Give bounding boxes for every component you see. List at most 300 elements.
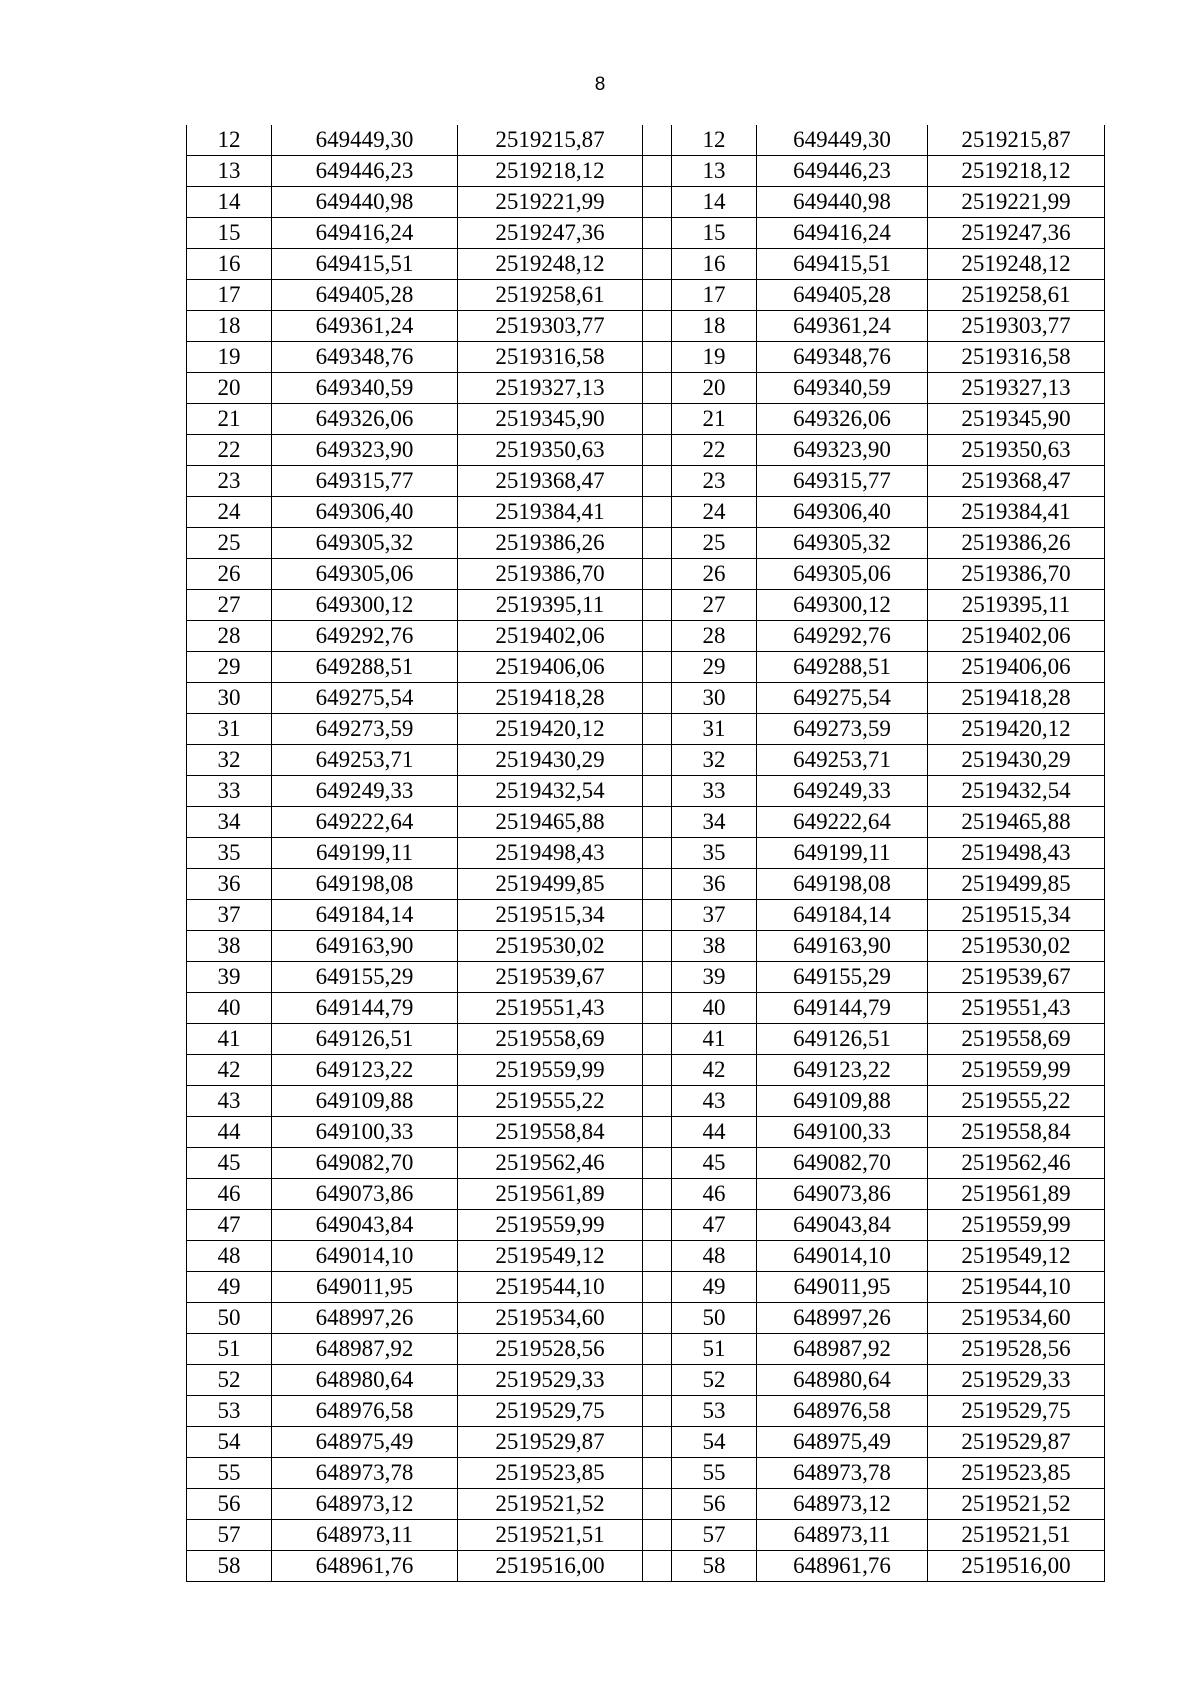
- spacer-cell: [643, 1210, 672, 1241]
- point-number-left: 45: [187, 1148, 272, 1179]
- point-number-right: 40: [672, 993, 757, 1024]
- point-number-right: 20: [672, 373, 757, 404]
- x-coordinate-right: 649315,77: [757, 466, 928, 497]
- spacer-cell: [643, 125, 672, 156]
- x-coordinate-right: 649249,33: [757, 776, 928, 807]
- spacer-cell: [643, 1086, 672, 1117]
- point-number-right: 44: [672, 1117, 757, 1148]
- point-number-left: 26: [187, 559, 272, 590]
- y-coordinate-left: 2519551,43: [458, 993, 643, 1024]
- table-row: [187, 993, 1105, 1024]
- x-coordinate-left: 649449,30: [272, 125, 458, 156]
- x-coordinate-left: 649100,33: [272, 1117, 458, 1148]
- y-coordinate-right: 2519551,43: [928, 993, 1105, 1024]
- point-number-left: 24: [187, 497, 272, 528]
- spacer-cell: [643, 1148, 672, 1179]
- y-coordinate-right: 2519516,00: [928, 1551, 1105, 1582]
- y-coordinate-right: 2519215,87: [928, 125, 1105, 156]
- y-coordinate-right: 2519465,88: [928, 807, 1105, 838]
- y-coordinate-left: 2519499,85: [458, 869, 643, 900]
- x-coordinate-right: 649253,71: [757, 745, 928, 776]
- x-coordinate-right: 649449,30: [757, 125, 928, 156]
- point-number-right: 48: [672, 1241, 757, 1272]
- point-number-right: 30: [672, 683, 757, 714]
- y-coordinate-right: 2519350,63: [928, 435, 1105, 466]
- y-coordinate-left: 2519523,85: [458, 1458, 643, 1489]
- point-number-right: 22: [672, 435, 757, 466]
- x-coordinate-left: 649446,23: [272, 156, 458, 187]
- x-coordinate-left: 649155,29: [272, 962, 458, 993]
- y-coordinate-left: 2519534,60: [458, 1303, 643, 1334]
- point-number-right: 46: [672, 1179, 757, 1210]
- x-coordinate-left: 648973,12: [272, 1489, 458, 1520]
- y-coordinate-right: 2519418,28: [928, 683, 1105, 714]
- x-coordinate-right: 649199,11: [757, 838, 928, 869]
- x-coordinate-right: 649288,51: [757, 652, 928, 683]
- spacer-cell: [643, 745, 672, 776]
- y-coordinate-right: 2519221,99: [928, 187, 1105, 218]
- y-coordinate-left: 2519406,06: [458, 652, 643, 683]
- y-coordinate-right: 2519544,10: [928, 1272, 1105, 1303]
- x-coordinate-left: 649123,22: [272, 1055, 458, 1086]
- y-coordinate-right: 2519248,12: [928, 249, 1105, 280]
- y-coordinate-left: 2519327,13: [458, 373, 643, 404]
- spacer-cell: [643, 1365, 672, 1396]
- spacer-cell: [643, 900, 672, 931]
- table-row: [187, 590, 1105, 621]
- x-coordinate-left: 649326,06: [272, 404, 458, 435]
- table-row: [187, 1334, 1105, 1365]
- spacer-cell: [643, 528, 672, 559]
- point-number-left: 51: [187, 1334, 272, 1365]
- x-coordinate-left: 649361,24: [272, 311, 458, 342]
- y-coordinate-left: 2519221,99: [458, 187, 643, 218]
- point-number-right: 36: [672, 869, 757, 900]
- y-coordinate-right: 2519559,99: [928, 1055, 1105, 1086]
- point-number-right: 57: [672, 1520, 757, 1551]
- x-coordinate-right: 649144,79: [757, 993, 928, 1024]
- point-number-left: 37: [187, 900, 272, 931]
- x-coordinate-left: 649440,98: [272, 187, 458, 218]
- point-number-left: 30: [187, 683, 272, 714]
- y-coordinate-right: 2519559,99: [928, 1210, 1105, 1241]
- coordinates-table-body: [187, 125, 1105, 1582]
- y-coordinate-right: 2519430,29: [928, 745, 1105, 776]
- point-number-left: 56: [187, 1489, 272, 1520]
- x-coordinate-left: 648980,64: [272, 1365, 458, 1396]
- table-row: [187, 1272, 1105, 1303]
- y-coordinate-left: 2519498,43: [458, 838, 643, 869]
- y-coordinate-left: 2519559,99: [458, 1055, 643, 1086]
- y-coordinate-left: 2519558,69: [458, 1024, 643, 1055]
- y-coordinate-left: 2519258,61: [458, 280, 643, 311]
- y-coordinate-right: 2519523,85: [928, 1458, 1105, 1489]
- point-number-right: 18: [672, 311, 757, 342]
- y-coordinate-left: 2519218,12: [458, 156, 643, 187]
- x-coordinate-left: 649315,77: [272, 466, 458, 497]
- y-coordinate-left: 2519529,87: [458, 1427, 643, 1458]
- point-number-right: 38: [672, 931, 757, 962]
- y-coordinate-left: 2519248,12: [458, 249, 643, 280]
- point-number-right: 35: [672, 838, 757, 869]
- y-coordinate-right: 2519303,77: [928, 311, 1105, 342]
- spacer-cell: [643, 683, 672, 714]
- x-coordinate-right: 649273,59: [757, 714, 928, 745]
- point-number-left: 15: [187, 218, 272, 249]
- x-coordinate-right: 649014,10: [757, 1241, 928, 1272]
- x-coordinate-left: 648973,11: [272, 1520, 458, 1551]
- point-number-left: 20: [187, 373, 272, 404]
- y-coordinate-right: 2519555,22: [928, 1086, 1105, 1117]
- table-row: [187, 745, 1105, 776]
- table-row: [187, 1427, 1105, 1458]
- y-coordinate-right: 2519561,89: [928, 1179, 1105, 1210]
- point-number-right: 58: [672, 1551, 757, 1582]
- x-coordinate-left: 649415,51: [272, 249, 458, 280]
- x-coordinate-right: 649300,12: [757, 590, 928, 621]
- y-coordinate-right: 2519258,61: [928, 280, 1105, 311]
- y-coordinate-left: 2519418,28: [458, 683, 643, 714]
- point-number-left: 28: [187, 621, 272, 652]
- point-number-left: 18: [187, 311, 272, 342]
- spacer-cell: [643, 869, 672, 900]
- x-coordinate-left: 649292,76: [272, 621, 458, 652]
- x-coordinate-left: 649253,71: [272, 745, 458, 776]
- spacer-cell: [643, 962, 672, 993]
- point-number-left: 39: [187, 962, 272, 993]
- x-coordinate-right: 649361,24: [757, 311, 928, 342]
- point-number-left: 42: [187, 1055, 272, 1086]
- spacer-cell: [643, 838, 672, 869]
- table-row: [187, 1024, 1105, 1055]
- y-coordinate-left: 2519303,77: [458, 311, 643, 342]
- point-number-left: 50: [187, 1303, 272, 1334]
- point-number-right: 23: [672, 466, 757, 497]
- table-row: [187, 373, 1105, 404]
- x-coordinate-right: 649405,28: [757, 280, 928, 311]
- y-coordinate-left: 2519521,51: [458, 1520, 643, 1551]
- y-coordinate-right: 2519406,06: [928, 652, 1105, 683]
- y-coordinate-right: 2519529,87: [928, 1427, 1105, 1458]
- spacer-cell: [643, 931, 672, 962]
- table-row: [187, 156, 1105, 187]
- spacer-cell: [643, 1396, 672, 1427]
- x-coordinate-left: 649249,33: [272, 776, 458, 807]
- y-coordinate-right: 2519539,67: [928, 962, 1105, 993]
- y-coordinate-left: 2519420,12: [458, 714, 643, 745]
- table-row: [187, 218, 1105, 249]
- point-number-right: 13: [672, 156, 757, 187]
- y-coordinate-right: 2519558,69: [928, 1024, 1105, 1055]
- x-coordinate-right: 648973,11: [757, 1520, 928, 1551]
- point-number-left: 54: [187, 1427, 272, 1458]
- x-coordinate-left: 649323,90: [272, 435, 458, 466]
- y-coordinate-right: 2519386,70: [928, 559, 1105, 590]
- point-number-right: 28: [672, 621, 757, 652]
- table-row: [187, 869, 1105, 900]
- x-coordinate-left: 649126,51: [272, 1024, 458, 1055]
- y-coordinate-right: 2519528,56: [928, 1334, 1105, 1365]
- y-coordinate-right: 2519562,46: [928, 1148, 1105, 1179]
- y-coordinate-left: 2519395,11: [458, 590, 643, 621]
- y-coordinate-right: 2519534,60: [928, 1303, 1105, 1334]
- y-coordinate-right: 2519499,85: [928, 869, 1105, 900]
- y-coordinate-left: 2519539,67: [458, 962, 643, 993]
- y-coordinate-right: 2519402,06: [928, 621, 1105, 652]
- spacer-cell: [643, 1303, 672, 1334]
- y-coordinate-left: 2519529,75: [458, 1396, 643, 1427]
- point-number-left: 43: [187, 1086, 272, 1117]
- table-row: [187, 652, 1105, 683]
- table-row: [187, 1210, 1105, 1241]
- y-coordinate-right: 2519529,75: [928, 1396, 1105, 1427]
- y-coordinate-left: 2519561,89: [458, 1179, 643, 1210]
- point-number-right: 37: [672, 900, 757, 931]
- x-coordinate-left: 649305,32: [272, 528, 458, 559]
- y-coordinate-left: 2519562,46: [458, 1148, 643, 1179]
- x-coordinate-right: 649305,32: [757, 528, 928, 559]
- point-number-right: 47: [672, 1210, 757, 1241]
- table-row: [187, 1086, 1105, 1117]
- point-number-right: 51: [672, 1334, 757, 1365]
- x-coordinate-left: 649340,59: [272, 373, 458, 404]
- x-coordinate-left: 648961,76: [272, 1551, 458, 1582]
- point-number-left: 58: [187, 1551, 272, 1582]
- x-coordinate-left: 649073,86: [272, 1179, 458, 1210]
- x-coordinate-right: 649340,59: [757, 373, 928, 404]
- spacer-cell: [643, 807, 672, 838]
- x-coordinate-right: 648976,58: [757, 1396, 928, 1427]
- table-row: [187, 404, 1105, 435]
- point-number-right: 33: [672, 776, 757, 807]
- x-coordinate-right: 649011,95: [757, 1272, 928, 1303]
- table-row: [187, 559, 1105, 590]
- point-number-left: 12: [187, 125, 272, 156]
- point-number-right: 16: [672, 249, 757, 280]
- table-row: [187, 280, 1105, 311]
- point-number-right: 52: [672, 1365, 757, 1396]
- point-number-right: 42: [672, 1055, 757, 1086]
- x-coordinate-right: 649440,98: [757, 187, 928, 218]
- point-number-left: 33: [187, 776, 272, 807]
- table-row: [187, 466, 1105, 497]
- point-number-right: 34: [672, 807, 757, 838]
- y-coordinate-left: 2519386,70: [458, 559, 643, 590]
- table-row: [187, 125, 1105, 156]
- spacer-cell: [643, 373, 672, 404]
- x-coordinate-right: 648973,78: [757, 1458, 928, 1489]
- coordinates-table: [186, 125, 1105, 1582]
- point-number-right: 55: [672, 1458, 757, 1489]
- table-row: [187, 776, 1105, 807]
- y-coordinate-right: 2519530,02: [928, 931, 1105, 962]
- spacer-cell: [643, 1272, 672, 1303]
- spacer-cell: [643, 342, 672, 373]
- spacer-cell: [643, 435, 672, 466]
- x-coordinate-left: 649405,28: [272, 280, 458, 311]
- x-coordinate-right: 649323,90: [757, 435, 928, 466]
- point-number-right: 24: [672, 497, 757, 528]
- point-number-left: 16: [187, 249, 272, 280]
- table-row: [187, 1303, 1105, 1334]
- y-coordinate-left: 2519530,02: [458, 931, 643, 962]
- x-coordinate-right: 649198,08: [757, 869, 928, 900]
- table-row: [187, 962, 1105, 993]
- table-row: [187, 931, 1105, 962]
- x-coordinate-right: 649043,84: [757, 1210, 928, 1241]
- table-row: [187, 807, 1105, 838]
- table-row: [187, 1489, 1105, 1520]
- y-coordinate-left: 2519549,12: [458, 1241, 643, 1272]
- table-row: [187, 497, 1105, 528]
- y-coordinate-left: 2519544,10: [458, 1272, 643, 1303]
- spacer-cell: [643, 1334, 672, 1365]
- y-coordinate-right: 2519498,43: [928, 838, 1105, 869]
- y-coordinate-left: 2519515,34: [458, 900, 643, 931]
- point-number-right: 43: [672, 1086, 757, 1117]
- y-coordinate-right: 2519395,11: [928, 590, 1105, 621]
- point-number-right: 49: [672, 1272, 757, 1303]
- x-coordinate-right: 649306,40: [757, 497, 928, 528]
- point-number-left: 47: [187, 1210, 272, 1241]
- point-number-left: 40: [187, 993, 272, 1024]
- x-coordinate-left: 649305,06: [272, 559, 458, 590]
- point-number-left: 29: [187, 652, 272, 683]
- x-coordinate-left: 649306,40: [272, 497, 458, 528]
- x-coordinate-right: 649082,70: [757, 1148, 928, 1179]
- x-coordinate-left: 649273,59: [272, 714, 458, 745]
- x-coordinate-left: 649288,51: [272, 652, 458, 683]
- x-coordinate-right: 648997,26: [757, 1303, 928, 1334]
- x-coordinate-right: 649292,76: [757, 621, 928, 652]
- x-coordinate-right: 649163,90: [757, 931, 928, 962]
- point-number-left: 57: [187, 1520, 272, 1551]
- y-coordinate-right: 2519521,51: [928, 1520, 1105, 1551]
- y-coordinate-left: 2519516,00: [458, 1551, 643, 1582]
- spacer-cell: [643, 1489, 672, 1520]
- y-coordinate-right: 2519316,58: [928, 342, 1105, 373]
- table-row: [187, 435, 1105, 466]
- x-coordinate-right: 648975,49: [757, 1427, 928, 1458]
- point-number-left: 44: [187, 1117, 272, 1148]
- point-number-left: 36: [187, 869, 272, 900]
- table-row: [187, 1148, 1105, 1179]
- table-row: [187, 1117, 1105, 1148]
- point-number-right: 21: [672, 404, 757, 435]
- x-coordinate-left: 649184,14: [272, 900, 458, 931]
- x-coordinate-right: 649416,24: [757, 218, 928, 249]
- point-number-right: 45: [672, 1148, 757, 1179]
- x-coordinate-left: 649198,08: [272, 869, 458, 900]
- point-number-left: 17: [187, 280, 272, 311]
- spacer-cell: [643, 1427, 672, 1458]
- point-number-left: 25: [187, 528, 272, 559]
- y-coordinate-left: 2519558,84: [458, 1117, 643, 1148]
- x-coordinate-left: 649416,24: [272, 218, 458, 249]
- point-number-left: 23: [187, 466, 272, 497]
- point-number-right: 53: [672, 1396, 757, 1427]
- y-coordinate-right: 2519558,84: [928, 1117, 1105, 1148]
- y-coordinate-right: 2519420,12: [928, 714, 1105, 745]
- point-number-left: 13: [187, 156, 272, 187]
- y-coordinate-left: 2519559,99: [458, 1210, 643, 1241]
- spacer-cell: [643, 993, 672, 1024]
- y-coordinate-left: 2519350,63: [458, 435, 643, 466]
- table-row: [187, 1458, 1105, 1489]
- point-number-right: 54: [672, 1427, 757, 1458]
- table-row: [187, 1179, 1105, 1210]
- point-number-right: 14: [672, 187, 757, 218]
- table-row: [187, 1520, 1105, 1551]
- y-coordinate-left: 2519528,56: [458, 1334, 643, 1365]
- spacer-cell: [643, 404, 672, 435]
- point-number-right: 19: [672, 342, 757, 373]
- point-number-right: 15: [672, 218, 757, 249]
- x-coordinate-right: 649446,23: [757, 156, 928, 187]
- point-number-left: 27: [187, 590, 272, 621]
- point-number-left: 55: [187, 1458, 272, 1489]
- point-number-left: 14: [187, 187, 272, 218]
- x-coordinate-left: 649109,88: [272, 1086, 458, 1117]
- table-row: [187, 342, 1105, 373]
- x-coordinate-left: 649199,11: [272, 838, 458, 869]
- x-coordinate-right: 649184,14: [757, 900, 928, 931]
- point-number-left: 22: [187, 435, 272, 466]
- y-coordinate-left: 2519555,22: [458, 1086, 643, 1117]
- spacer-cell: [643, 590, 672, 621]
- y-coordinate-left: 2519384,41: [458, 497, 643, 528]
- x-coordinate-left: 649275,54: [272, 683, 458, 714]
- y-coordinate-right: 2519549,12: [928, 1241, 1105, 1272]
- x-coordinate-right: 649123,22: [757, 1055, 928, 1086]
- point-number-right: 27: [672, 590, 757, 621]
- x-coordinate-right: 649073,86: [757, 1179, 928, 1210]
- spacer-cell: [643, 1520, 672, 1551]
- y-coordinate-left: 2519215,87: [458, 125, 643, 156]
- y-coordinate-right: 2519327,13: [928, 373, 1105, 404]
- x-coordinate-left: 648976,58: [272, 1396, 458, 1427]
- y-coordinate-left: 2519402,06: [458, 621, 643, 652]
- point-number-left: 53: [187, 1396, 272, 1427]
- spacer-cell: [643, 621, 672, 652]
- y-coordinate-right: 2519384,41: [928, 497, 1105, 528]
- y-coordinate-left: 2519316,58: [458, 342, 643, 373]
- y-coordinate-right: 2519218,12: [928, 156, 1105, 187]
- y-coordinate-left: 2519345,90: [458, 404, 643, 435]
- x-coordinate-left: 648997,26: [272, 1303, 458, 1334]
- x-coordinate-right: 649109,88: [757, 1086, 928, 1117]
- x-coordinate-left: 649222,64: [272, 807, 458, 838]
- point-number-right: 29: [672, 652, 757, 683]
- spacer-cell: [643, 311, 672, 342]
- x-coordinate-right: 648973,12: [757, 1489, 928, 1520]
- spacer-cell: [643, 652, 672, 683]
- point-number-left: 38: [187, 931, 272, 962]
- spacer-cell: [643, 156, 672, 187]
- x-coordinate-right: 649222,64: [757, 807, 928, 838]
- table-row: [187, 187, 1105, 218]
- spacer-cell: [643, 218, 672, 249]
- y-coordinate-left: 2519432,54: [458, 776, 643, 807]
- point-number-left: 46: [187, 1179, 272, 1210]
- x-coordinate-left: 649144,79: [272, 993, 458, 1024]
- point-number-right: 26: [672, 559, 757, 590]
- x-coordinate-left: 649300,12: [272, 590, 458, 621]
- point-number-left: 21: [187, 404, 272, 435]
- x-coordinate-right: 649348,76: [757, 342, 928, 373]
- y-coordinate-right: 2519432,54: [928, 776, 1105, 807]
- y-coordinate-left: 2519465,88: [458, 807, 643, 838]
